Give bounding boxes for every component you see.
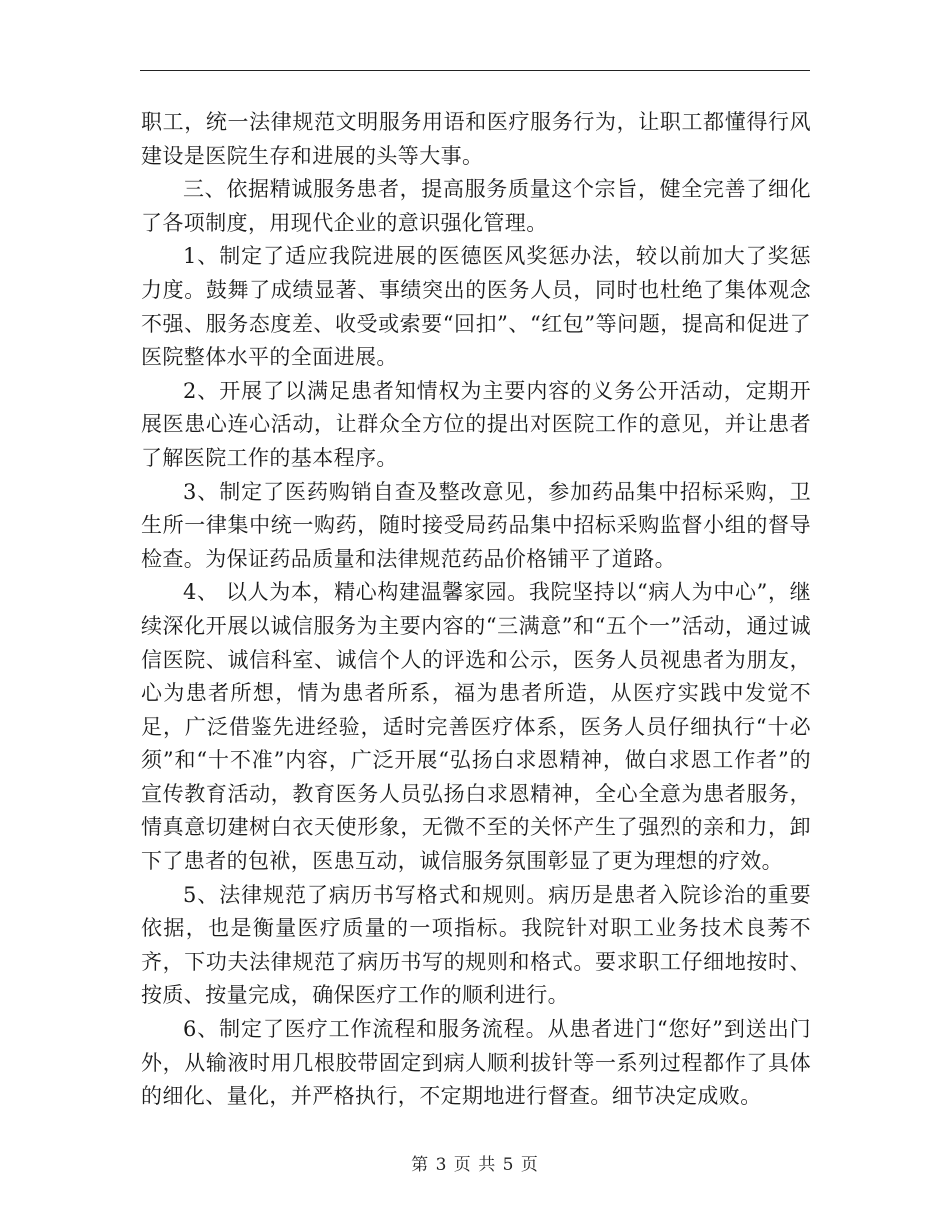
- paragraph-item-3: 3、制定了医药购销自查及整改意见，参加药品集中招标采购，卫生所一律集中统一购药，随时接受局药品集中招标采购监督小组的督导检查。为保证药品质量和法律规范药品价格铺平了道路。: [141, 479, 811, 571]
- header-rule: [140, 70, 810, 71]
- paragraph-continuation: 职工，统一法律规范文明服务用语和医疗服务行为，让职工都懂得行风建设是医院生存和进展的头等大事。: [141, 110, 811, 168]
- paragraph-item-1: 1、制定了适应我院进展的医德医风奖惩办法，较以前加大了奖惩力度。鼓舞了成绩显著、事绩突出的医务人员，同时也杜绝了集体观念不强、服务态度差、收受或索要“回扣”、“红包”等问题，提高和促进了医院整体水平的全面进展。: [141, 244, 811, 370]
- page-number-footer: 第 3 页 共 5 页: [411, 1155, 539, 1175]
- paragraph-item-5: 5、法律规范了病历书写格式和规则。病历是患者入院诊治的重要依据，也是衡量医疗质量的一项指标。我院针对职工业务技术良莠不齐，下功夫法律规范了病历书写的规则和格式。要求职工仔细地按时、按质、按量完成，确保医疗工作的顺利进行。: [141, 882, 811, 1008]
- body-text: [141, 106, 811, 1114]
- paragraph-item-4: 4、 以人为本，精心构建温馨家园。我院坚持以“病人为中心”，继续深化开展以诚信服务为主要内容的“三满意”和“五个一”活动，通过诚信医院、诚信科室、诚信个人的评选和公示，医务人员视患者为朋友，心为患者所想，情为患者所系，福为患者所造，从医疗实践中发觉不足，广泛借鉴先进经验，适时完善医疗体系，医务人员仔细执行“十必须”和“十不准”内容，广泛开展“弘扬白求恩精神，做白求恩工作者”的宣传教育活动，教育医务人员弘扬白求恩精神，全心全意为患者服务，情真意切建树白衣天使形象，无微不至的关怀产生了强烈的亲和力，卸下了患者的包袱，医患互动，诚信服务氛围彰显了更为理想的疗效。: [141, 580, 811, 874]
- paragraph-item-2: 2、开展了以满足患者知情权为主要内容的义务公开活动，定期开展医患心连心活动，让群众全方位的提出对医院工作的意见，并让患者了解医院工作的基本程序。: [141, 378, 811, 470]
- paragraph-section-three: 三、依据精诚服务患者，提高服务质量这个宗旨，健全完善了细化了各项制度，用现代企业的意识强化管理。: [141, 177, 811, 235]
- paragraph-item-6: 6、制定了医疗工作流程和服务流程。从患者进门“您好”到送出门外，从输液时用几根胶带固定到病人顺利拔针等一系列过程都作了具体的细化、量化，并严格执行，不定期地进行督查。细节决定成败。: [141, 1017, 811, 1109]
